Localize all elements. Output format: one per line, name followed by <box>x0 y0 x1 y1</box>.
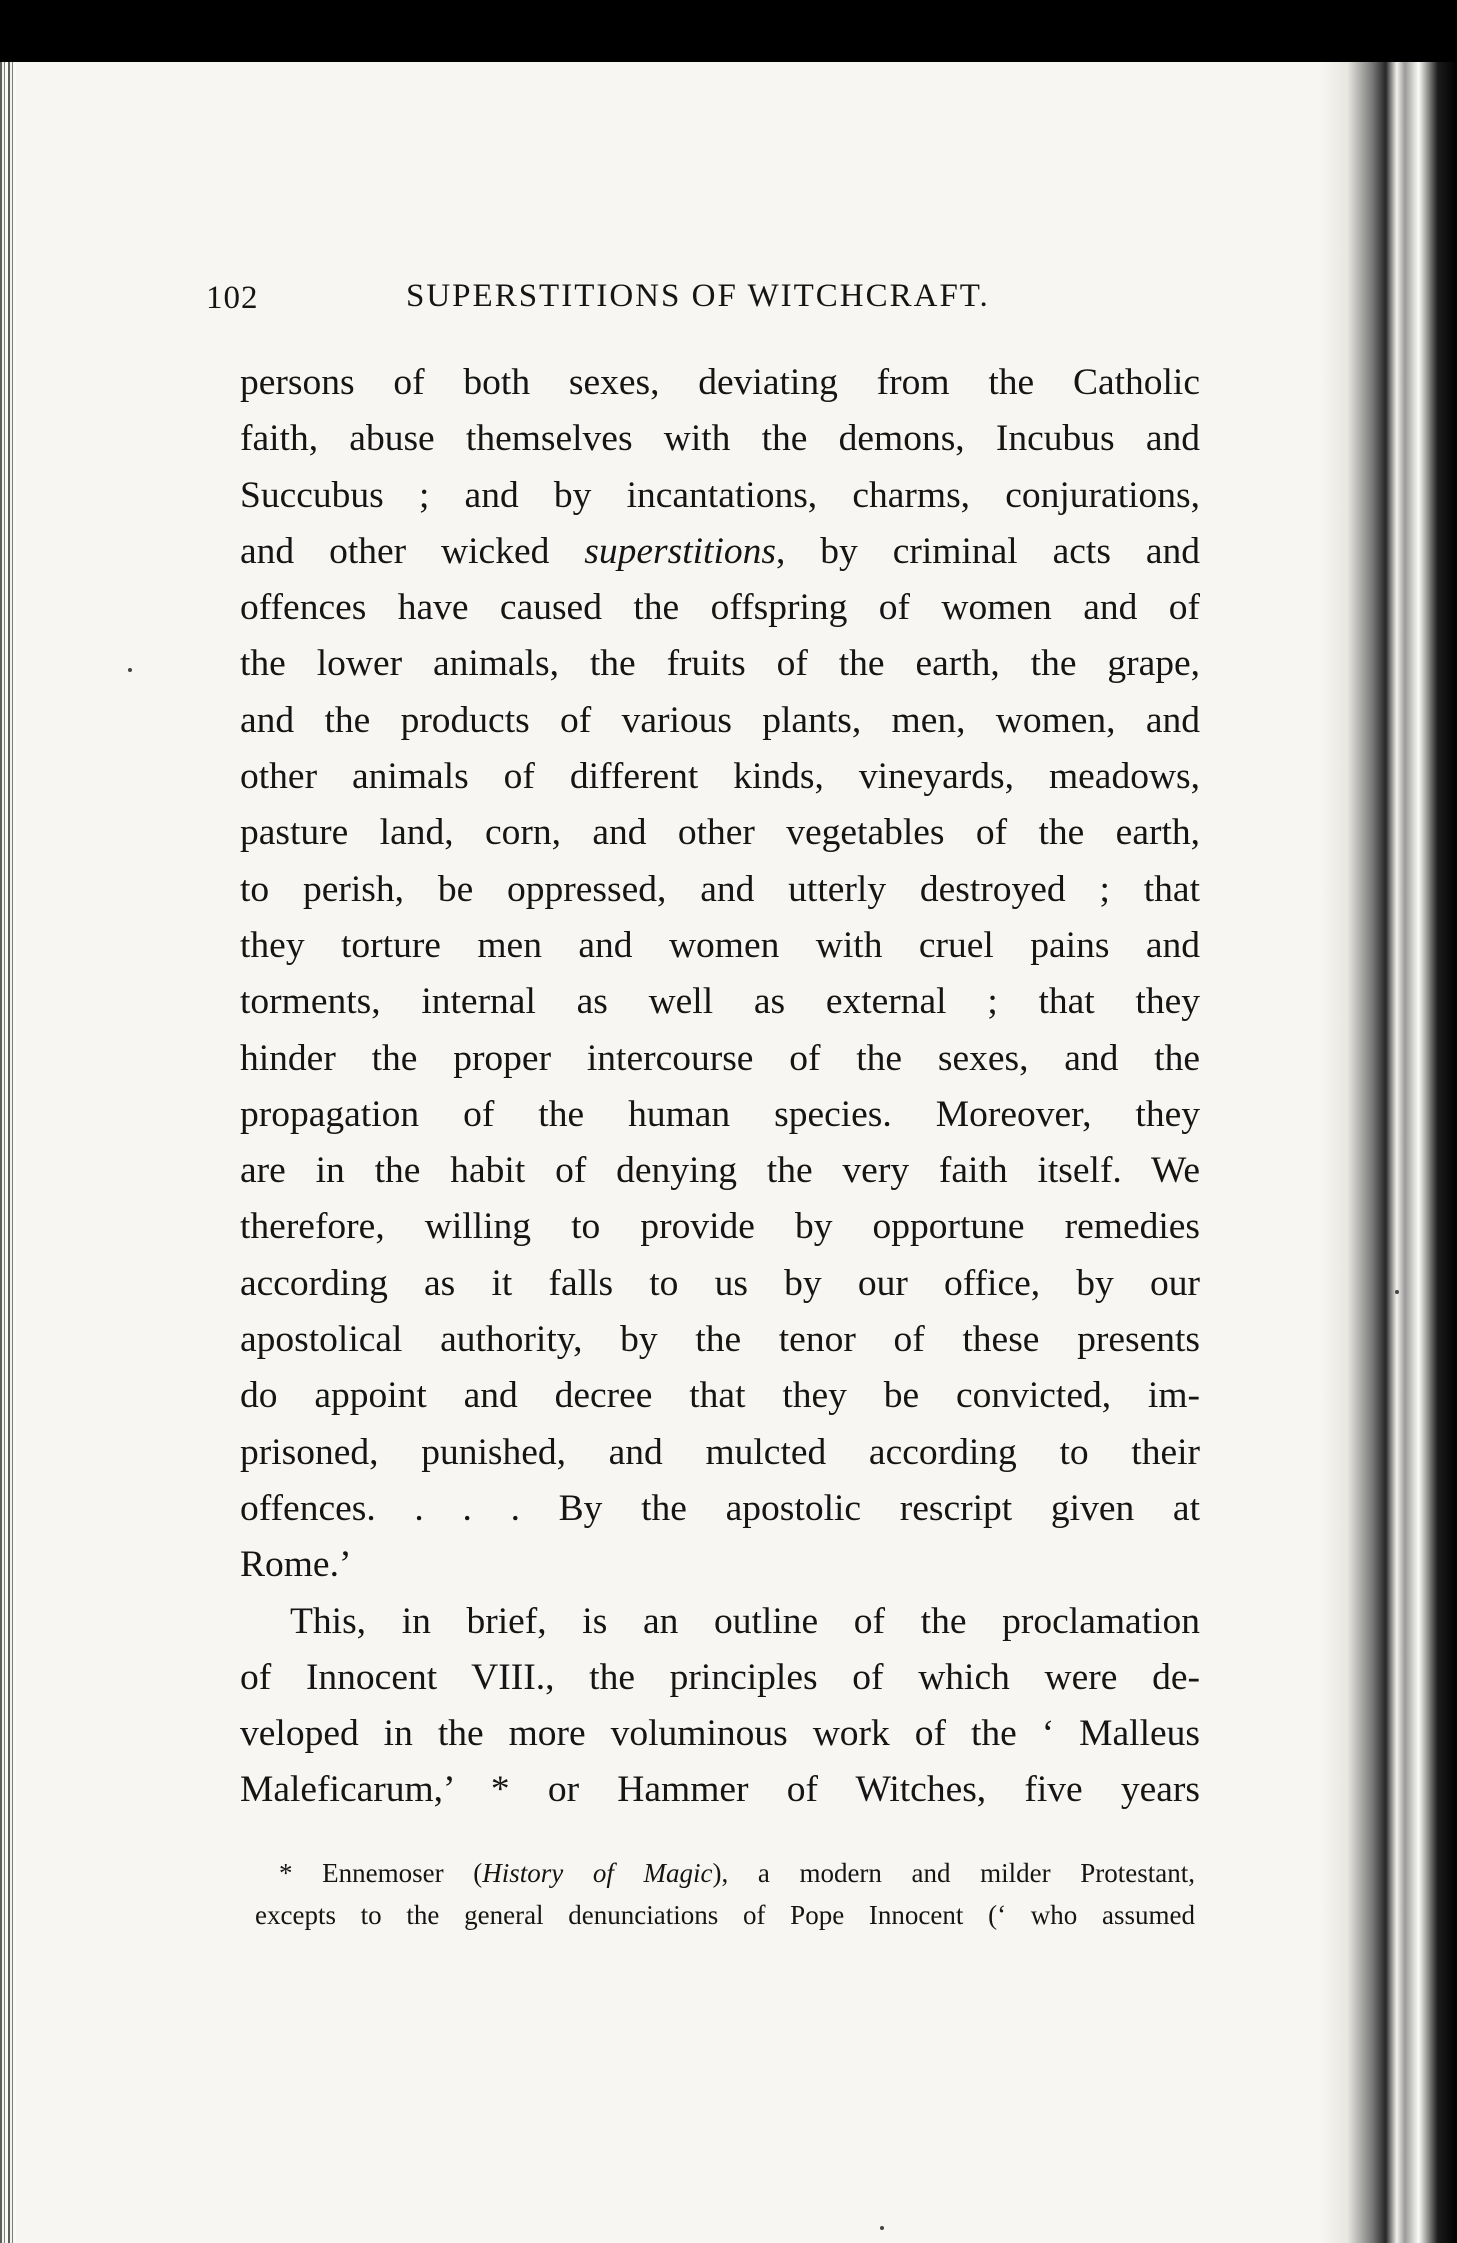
page-header <box>206 270 1206 330</box>
paragraph-start-line: This, in brief, is an outline of the proclamation <box>290 1600 1200 1642</box>
text-line: apostolical authority, by the tenor of these presents <box>240 1319 1200 1361</box>
text-line: offences have caused the offspring of women and of <box>240 587 1200 629</box>
text-line: torments, internal as well as external ; that they <box>240 981 1200 1023</box>
text-line: persons of both sexes, deviating from the Catholic <box>240 362 1200 403</box>
text-line: faith, abuse themselves with the demons, Incubus and <box>240 418 1200 460</box>
text-line: pasture land, corn, and other vegetables of the earth, <box>240 812 1200 854</box>
text-line: Maleficarum,’ * or Hammer of Witches, five years <box>240 1769 1200 1811</box>
body-text <box>240 355 1200 1819</box>
paper-speck <box>128 668 132 672</box>
text-line: propagation of the human species. Moreover, they <box>240 1093 1200 1135</box>
text-line: do appoint and decree that they be convicted, im- <box>240 1375 1200 1417</box>
text-line: veloped in the more voluminous work of the ‘ Malleus <box>240 1713 1200 1755</box>
footnote-line: * Ennemoser (History of Magic), a modern and milder Protestant, <box>279 1858 1196 1888</box>
running-title: SUPERSTITIONS OF WITCHCRAFT. <box>406 278 990 314</box>
page-fore-edge <box>1320 62 1457 2243</box>
text-line: and the products of various plants, men, women, and <box>240 699 1200 741</box>
text-line: Rome.’ <box>240 1544 352 1586</box>
text-line: of Innocent VIII., the principles of which were de- <box>240 1656 1200 1698</box>
footnote <box>255 1852 1195 1936</box>
footnote-line: excepts to the general denunciations of Pope Innocent (‘ who assumed <box>255 1900 1195 1930</box>
text-line: are in the habit of denying the very faith itself. We <box>240 1150 1200 1192</box>
text-line: according as it falls to us by our office, by our <box>240 1262 1200 1304</box>
text-line: hinder the proper intercourse of the sexes, and the <box>240 1037 1200 1079</box>
text-line: other animals of different kinds, vineyards, meadows, <box>240 756 1200 798</box>
text-line: and other wicked superstitions, by criminal acts and <box>240 530 1201 572</box>
paper-speck <box>1395 1290 1399 1294</box>
text-line: offences. . . . By the apostolic rescript given at <box>240 1487 1200 1529</box>
text-line: to perish, be oppressed, and utterly destroyed ; that <box>240 868 1200 910</box>
text-line: prisoned, punished, and mulcted according to their <box>240 1431 1200 1473</box>
paper-speck <box>880 2226 884 2230</box>
page-binding-edge <box>0 62 16 2243</box>
text-line: Succubus ; and by incantations, charms, conjurations, <box>240 474 1200 516</box>
text-line: they torture men and women with cruel pains and <box>240 924 1200 966</box>
text-line: the lower animals, the fruits of the earth, the grape, <box>240 643 1200 685</box>
page-number: 102 <box>206 280 259 316</box>
text-line: therefore, willing to provide by opportune remedies <box>240 1206 1200 1248</box>
